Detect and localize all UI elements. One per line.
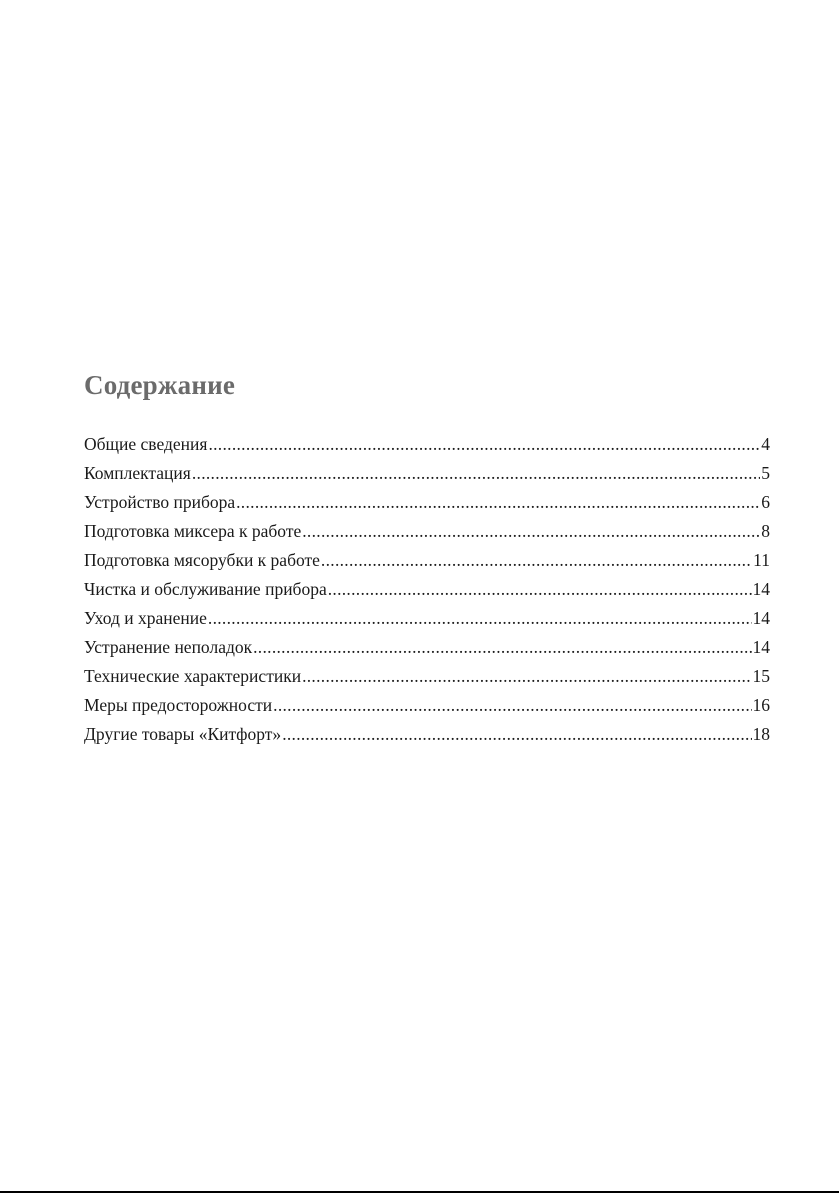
toc-entry-label: Устранение неполадок [84, 637, 253, 657]
toc-entry-label: Технические характеристики [84, 666, 302, 686]
toc-dot-leader [236, 488, 760, 517]
toc-entry-label: Устройство прибора [84, 492, 236, 512]
toc-entry-page: 14 [752, 608, 770, 628]
toc-entry [84, 430, 770, 459]
toc-dot-leader [273, 691, 751, 720]
toc-dot-leader [208, 430, 760, 459]
toc-entry-page: 15 [752, 666, 770, 686]
toc-entry [84, 604, 770, 633]
toc-entry-page: 16 [752, 695, 770, 715]
toc-entry-label: Общие сведения [84, 434, 208, 454]
table-of-contents [84, 430, 770, 749]
toc-entry-label: Комплектация [84, 463, 191, 483]
toc-title: Содержание [84, 370, 236, 400]
toc-entry-page: 14 [752, 637, 770, 657]
toc-entry [84, 488, 770, 517]
toc-entry [84, 517, 770, 546]
toc-entry-label: Другие товары «Китфорт» [84, 724, 282, 744]
toc-entry-label: Меры предосторожности [84, 695, 273, 715]
toc-entry-label: Уход и хранение [84, 608, 207, 628]
toc-entry-page: 4 [761, 434, 770, 454]
toc-entry-label: Подготовка миксера к работе [84, 521, 302, 541]
toc-entry-page: 11 [753, 550, 770, 570]
toc-entry [84, 662, 770, 691]
toc-entry-page: 14 [752, 579, 770, 599]
toc-entry-page: 18 [752, 724, 770, 744]
toc-dot-leader [253, 633, 751, 662]
toc-entry [84, 459, 770, 488]
toc-entry [84, 720, 770, 749]
toc-dot-leader [192, 459, 760, 488]
toc-dot-leader [208, 604, 752, 633]
toc-entry-page: 6 [761, 492, 770, 512]
toc-entry [84, 691, 770, 720]
toc-entry-label: Подготовка мясорубки к работе [84, 550, 320, 570]
toc-entry [84, 575, 770, 604]
toc-entry-page: 5 [761, 463, 770, 483]
toc-dot-leader [302, 662, 751, 691]
toc-entry-page: 8 [761, 521, 770, 541]
toc-entry [84, 546, 770, 575]
toc-dot-leader [302, 517, 760, 546]
toc-dot-leader [328, 575, 752, 604]
toc-dot-leader [282, 720, 751, 749]
toc-dot-leader [321, 546, 752, 575]
toc-entry [84, 633, 770, 662]
toc-entry-label: Чистка и обслуживание прибора [84, 579, 327, 599]
